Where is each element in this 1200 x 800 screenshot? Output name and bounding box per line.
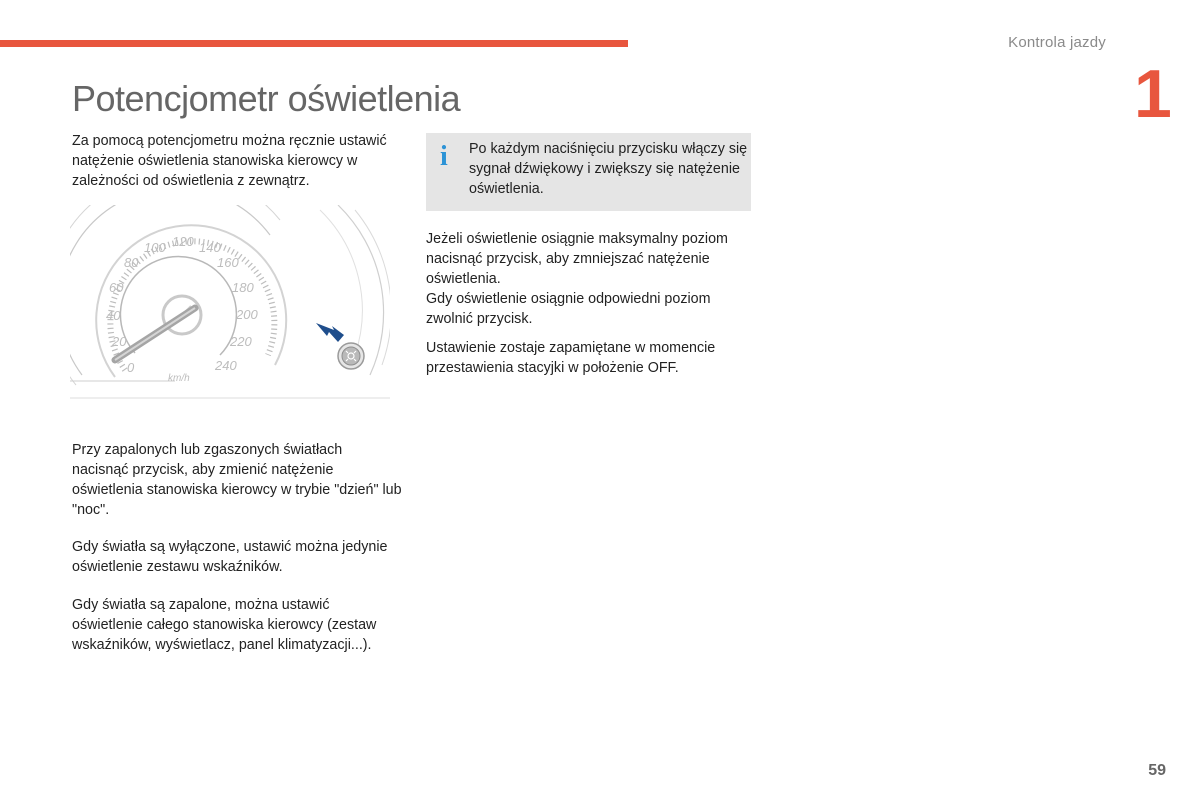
speed-label-180: 180 bbox=[232, 280, 254, 295]
speed-label-80: 80 bbox=[124, 255, 139, 270]
paragraph-day-night-mode: Przy zapalonych lub zgaszonych światłach nacisnąć przycisk, aby zmienić natężenie oświetlenia stanowiska kierowcy w trybie "dzień" lub "noc". bbox=[72, 442, 402, 518]
section-label: Kontrola jazdy bbox=[1008, 34, 1106, 51]
paragraph-lights-on: Gdy światła są zapalone, można ustawić oświetlenie całego stanowiska kierowcy (zestaw wskaźników, wyświetlacz, panel klimatyzacji...). bbox=[72, 597, 377, 653]
intro-paragraph: Za pomocą potencjometru można ręcznie ustawić natężenie oświetlenia stanowiska kierowcy w zależności od oświetlenia z zewnątrz. bbox=[72, 133, 387, 189]
paragraph-max-level: Jeżeli oświetlenie osiągnie maksymalny poziom nacisnąć przycisk, aby zmniejszać natężenie oświetlenia. bbox=[426, 231, 728, 287]
speed-label-60: 60 bbox=[109, 280, 124, 295]
speed-label-0: 0 bbox=[127, 360, 135, 375]
paragraph-release-button: Gdy oświetlenie osiągnie odpowiedni poziom zwolnić przycisk. bbox=[426, 291, 711, 327]
info-box-text: Po każdym naciśnięciu przycisku włączy się sygnał dźwiękowy i zwiększy się natężenie oświetlenia. bbox=[469, 141, 748, 197]
chapter-number: 1 bbox=[1134, 56, 1172, 132]
info-icon: i bbox=[440, 141, 448, 172]
info-box bbox=[426, 133, 751, 211]
speed-label-40: 40 bbox=[106, 308, 121, 323]
paragraph-setting-saved: Ustawienie zostaje zapamiętane w momencie przestawienia stacyjki w położenie OFF. bbox=[426, 340, 716, 376]
speed-label-240: 240 bbox=[215, 358, 237, 373]
pointer-arrow-icon bbox=[316, 323, 344, 342]
header-accent-bar bbox=[0, 40, 628, 47]
page-title: Potencjometr oświetlenia bbox=[72, 78, 461, 119]
instrument-cluster-illustration bbox=[70, 205, 390, 430]
speed-label-220: 220 bbox=[230, 334, 252, 349]
speed-label-100: 100 bbox=[144, 240, 166, 255]
page-number: 59 bbox=[1148, 762, 1166, 779]
speed-label-120: 120 bbox=[172, 234, 194, 249]
brightness-button-icon bbox=[338, 343, 364, 369]
speed-unit-label: km/h bbox=[168, 373, 190, 384]
paragraph-lights-off: Gdy światła są wyłączone, ustawić można jedynie oświetlenie zestawu wskaźników. bbox=[72, 539, 388, 575]
speedometer-diagram bbox=[70, 205, 390, 430]
speed-label-200: 200 bbox=[236, 307, 258, 322]
speed-label-20: 20 bbox=[112, 334, 127, 349]
speed-label-160: 160 bbox=[217, 255, 239, 270]
speed-label-140: 140 bbox=[199, 240, 221, 255]
